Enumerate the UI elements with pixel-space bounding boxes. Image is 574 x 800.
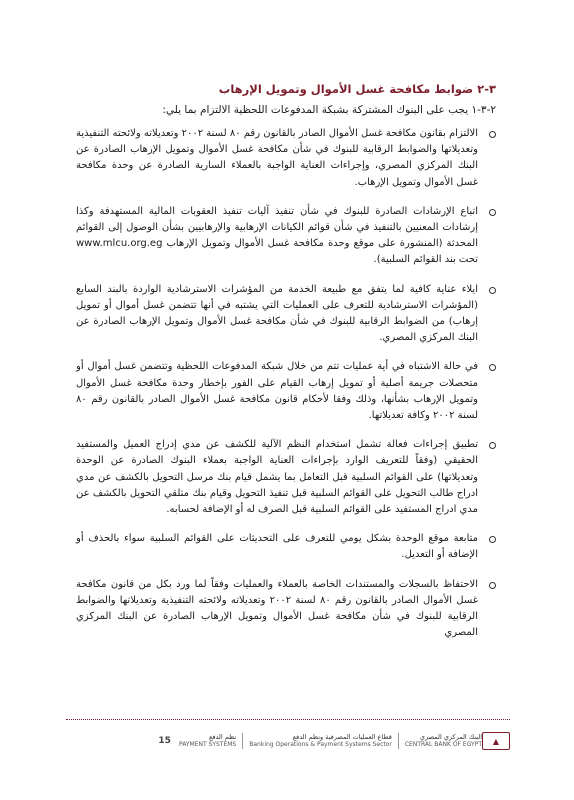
cbe-label: البنك المركزي المصري CENTRAL BANK OF EGYPT [404,733,482,748]
footer-divider [66,719,510,720]
footer-separator [242,733,243,749]
payment-systems-label: نظم الدفع PAYMENT SYSTEMS [178,733,237,748]
list-item [76,437,496,518]
section-heading: ٣-٢ ضوابط مكافحة غسل الأموال وتمويل الإرهاب [218,82,496,96]
circle-bullet-icon [489,364,496,371]
intro-paragraph: ٢-٣-١ يجب على البنوك المشتركة بشبكة المدفوعات اللحظية الالتزام بما يلي: [162,104,496,116]
circle-bullet-icon [489,209,496,216]
list-item-text: تطبيق إجراءات فعالة تشمل استخدام النظم الآلية للكشف عن مدي إدراج العميل والمستفيد الحقيقي (وفقاً للتعريف الوارد بإجراءات العناية الواجبة بعملاء البنوك الصادرة عن الوحدة وتعديلاتها) على القوائم السلبية قبل التعامل بما يشمل قيام بنك مرسل التحويل بالكشف عن مدي ادراج طالب التحويل على القوائم السلبية قبل تنفيذ التحويل وقيام بنك متلقي التحويل بالكشف عن مدي ادراج المستفيد على القوائم السلبية قبل الصرف له أو الإضافة لحسابه. [76,439,478,516]
list-item [76,126,496,191]
list-item [76,577,496,642]
circle-bullet-icon [489,131,496,138]
list-item [76,359,496,424]
list-item-text: في حالة الاشتباه في أية عمليات تتم من خلال شبكة المدفوعات اللحظية وتتضمن غسل أموال أو متحصلات جريمة أصلية أو تمويل إرهاب القيام على الفور بإخطار وحدة مكافحة غسل الأموال وتمويل الإرهاب بشأنها، وذلك وفقا لأحكام قانون مكافحة غسل الأموال الصادر بالقانون رقم ٨٠ لسنة ٢٠٠٢ وكافة تعديلاتها. [76,361,478,422]
list-item-text: اتباع الإرشادات الصادرة للبنوك في شأن تنفيذ آليات تنفيذ العقوبات المالية المستهدفة وكذا إرشادات المعنيين بالتنفيذ في شأن قوائم الكيانات الإرهابية والإرهابيين بشأن الوصول إلى القوائم المحدثة (المنشورة على موقع وحدة مكافحة غسل الأموال وتمويل الإرهاب www.mlcu.org.eg تحت بند القوائم السلبية). [76,205,478,266]
requirements-list [76,126,496,654]
list-item-text: الالتزام بقانون مكافحة غسل الأموال الصادر بالقانون رقم ٨٠ لسنة ٢٠٠٢ وتعديلاته ولائحته التنفيذية وتعديلاتها والضوابط الرقابية للبنوك في شأن مكافحة غسل الأموال وتمويل الإرهاب الصادرة عن البنك المركزي المصري، وإجراءات العناية الواجبة بالعملاء السارية الصادرة عن وحدة مكافحة غسل الأموال وتمويل الإرهاب. [76,128,478,188]
page-number: 15 [158,736,171,746]
footer-separator [398,733,399,749]
page-footer [66,728,510,754]
cbe-logo-icon: ▲ [482,732,510,750]
circle-bullet-icon [489,536,496,543]
list-item [76,531,496,563]
list-item-text: ايلاء عناية كافية لما يتفق مع طبيعة الخدمة من المؤشرات الاسترشادية الواردة بالبند السابع (المؤشرات الاسترشادية للتعرف على العمليات التي يشتبه في أنها تتضمن غسل أموال أو تمويل إرهاب) من الضوابط الرقابية للبنوك في شأن مكافحة غسل الأموال وتمويل الإرهاب الصادرة عن البنك المركزي المصري. [76,283,478,344]
list-item [76,282,496,347]
circle-bullet-icon [489,582,496,589]
list-item-text: الاحتفاظ بالسجلات والمستندات الخاصة بالعملاء والعمليات وفقاً لما ورد بكل من قانون مكافحة غسل الأموال الصادر بالقانون رقم ٨٠ لسنة ٢٠٠٢ وتعديلاته ولائحته التنفيذية وتعديلاتها والضوابط الرقابية للبنوك في شأن مكافحة غسل الأموال وتمويل الإرهاب الصادرة عن البنك المركزي المصري [76,578,479,639]
circle-bullet-icon [489,442,496,449]
sector-label: قطاع العمليات المصرفية ونظم الدفع Banking Operations & Payment Systems Sector [249,733,392,748]
list-item [76,204,496,269]
list-item-text: متابعة موقع الوحدة بشكل يومي للتعرف على التحديثات على القوائم السلبية سواء بالحذف أو الإضافة أو التعديل. [76,533,478,561]
circle-bullet-icon [489,287,496,294]
